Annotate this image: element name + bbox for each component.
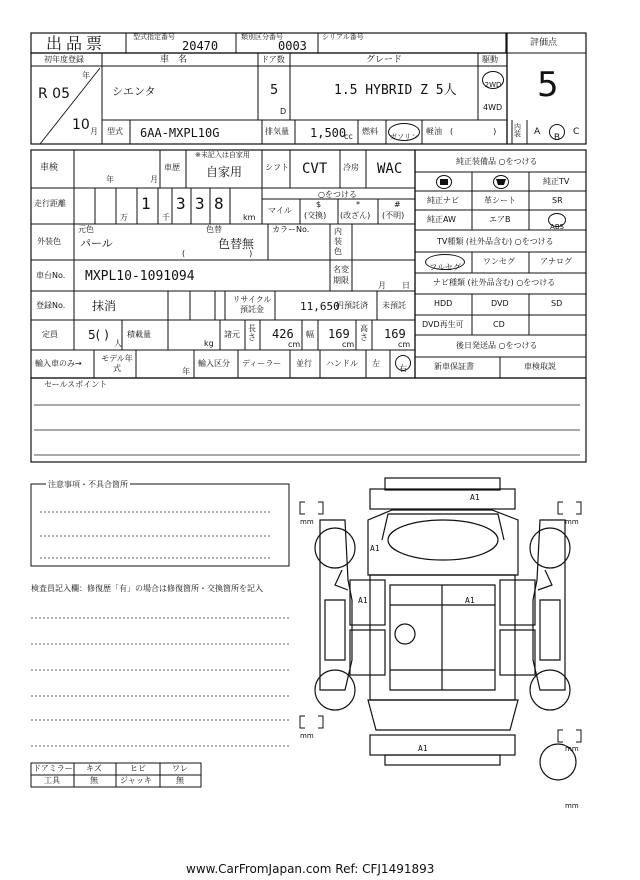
shift-label: シフト xyxy=(265,163,289,172)
load-unit: kg xyxy=(204,339,214,348)
shaken-month-unit: 月 xyxy=(150,175,158,184)
interior-grade-a: A xyxy=(534,127,541,137)
history-value: 自家用 xyxy=(206,165,243,179)
year-unit: 年 xyxy=(82,71,90,80)
unknown-symbol: # xyxy=(394,200,401,209)
category-no: 0003 xyxy=(278,39,307,53)
acc-cell: 無 xyxy=(176,776,184,785)
swap-label: (交換) xyxy=(304,211,327,220)
import-class-label: 輸入区分 xyxy=(198,359,230,368)
car-name-label: 車 名 xyxy=(160,55,188,65)
width-unit: cm xyxy=(342,340,355,349)
form-title: 出品票 xyxy=(46,34,107,53)
score-label: 評価点 xyxy=(530,38,558,48)
color-paren: ( ) xyxy=(182,249,253,258)
car-name: シエンタ xyxy=(112,85,156,98)
mm-unit: mm xyxy=(300,518,314,526)
car-diagram xyxy=(315,478,576,780)
mileage-digit: 3 xyxy=(176,194,186,213)
navi-dvd-play: DVD再生可 xyxy=(422,320,464,329)
load-label: 積載量 xyxy=(127,330,151,339)
handle-right-circle: 右 xyxy=(395,355,411,371)
month-unit: 月 xyxy=(90,127,98,136)
abs-circle: ABS xyxy=(548,213,566,227)
navi-type-label: ナビ種類 (社外品含む) ○をつける xyxy=(433,278,556,287)
chassis-label: 車台No. xyxy=(36,271,66,280)
genuine-aw: 純正AW xyxy=(427,215,456,224)
doors-type: D xyxy=(280,107,287,116)
handle-label: ハンドル xyxy=(326,359,358,368)
damage-mark: A1 xyxy=(465,596,475,605)
capacity-label: 定員 xyxy=(42,330,58,339)
model-spec-label: 型式指定番号 xyxy=(133,33,175,41)
acc-header: ワレ xyxy=(172,764,188,773)
length-label: 長さ xyxy=(248,324,256,342)
grade-value: 1.5 HYBRID Z 5人 xyxy=(334,83,457,98)
width-label: 幅 xyxy=(306,330,314,339)
color-change-value: 色替無 xyxy=(218,237,255,251)
genuine-tv: 純正TV xyxy=(543,177,570,186)
navi-cd: CD xyxy=(493,320,505,329)
chassis-value: MXPL10-1091094 xyxy=(85,269,195,284)
type-value: 6AA-MXPL10G xyxy=(140,126,220,140)
first-reg-month: 10 xyxy=(72,117,90,133)
sen-unit: 千 xyxy=(162,213,170,222)
power-slide-icon xyxy=(493,175,509,189)
height-value: 169 xyxy=(384,327,406,341)
doors-value: 5 xyxy=(270,83,279,98)
history-note: ※未記入は自家用 xyxy=(195,151,250,159)
width-value: 169 xyxy=(328,327,350,341)
height-label: 高さ xyxy=(360,324,368,342)
drive-4wd: 4WD xyxy=(483,103,503,112)
acc-cell: 工具 xyxy=(44,776,60,785)
tv-type-label: TV種類 (社外品含む) ○をつける xyxy=(437,237,554,246)
category-label: 類別区分番号 xyxy=(241,33,283,41)
fuel-gasoline-circle: ガソリン xyxy=(388,123,420,141)
navi-dvd: DVD xyxy=(491,299,509,308)
fuel-diesel: 軽油 xyxy=(426,127,442,136)
acc-header: ヒビ xyxy=(130,764,146,773)
tv-oneseg: ワンセグ xyxy=(483,257,515,266)
sunroof: SR xyxy=(552,196,563,205)
damage-mark: A1 xyxy=(418,744,428,753)
grade-label: グレード xyxy=(366,55,403,65)
mileage-digit: 1 xyxy=(141,194,151,213)
sunroof-icon xyxy=(436,175,452,189)
capacity-value: 5( ) xyxy=(88,328,109,342)
interior-label: 内装 xyxy=(514,123,521,138)
genuine-navi: 純正ナビ xyxy=(427,196,459,205)
import-dealer: ディーラー xyxy=(242,359,282,368)
shaken-manual: 車検取説 xyxy=(524,362,556,371)
mileage-digit: 8 xyxy=(214,194,224,213)
cc-unit: cc xyxy=(344,132,353,141)
model-year-unit: 年 xyxy=(182,367,190,376)
acc-cell: 無 xyxy=(90,776,98,785)
recycle-unpaid: 未預託 xyxy=(382,301,406,310)
interior-color-label: 内装色 xyxy=(334,227,342,256)
later-docs-label: 後日発送品 ○をつける xyxy=(456,341,538,350)
length-value: 426 xyxy=(272,327,294,341)
type-label: 型式 xyxy=(107,127,123,136)
navi-sd: SD xyxy=(551,299,563,308)
name-change-label: 名変期限 xyxy=(333,265,349,285)
mm-unit: mm xyxy=(565,802,579,810)
displacement-value: 1,500 xyxy=(310,126,347,140)
damage-mark: A1 xyxy=(370,544,380,553)
handle-left: 左 xyxy=(372,359,380,368)
recycle-unit: 円預託済 xyxy=(336,301,368,310)
length-unit: cm xyxy=(288,340,301,349)
tamper-symbol: * xyxy=(356,200,360,209)
tamper-label: (改ざん) xyxy=(340,211,371,220)
serial-label: シリアル番号 xyxy=(322,33,364,41)
unknown-label: (不明) xyxy=(382,211,405,220)
doors-label: ドア数 xyxy=(261,55,285,64)
km-unit: km xyxy=(243,213,256,222)
first-reg-year: R 05 xyxy=(38,86,70,102)
nc-month: 月 xyxy=(378,281,386,290)
footer-ref: www.CarFromJapan.com Ref: CFJ1491893 xyxy=(186,862,435,876)
sales-point-label: セールスポイント xyxy=(44,380,108,389)
ac-value: WAC xyxy=(377,161,403,177)
airbag: エアB xyxy=(489,215,511,224)
first-reg-label: 初年度登録 xyxy=(44,55,84,64)
recycle-label: リサイクル預託金 xyxy=(232,295,272,314)
fuel-label: 燃料 xyxy=(362,127,378,136)
drive-label: 駆動 xyxy=(482,55,498,64)
acc-header: キズ xyxy=(86,764,102,773)
color-no-header: カラーNo. xyxy=(272,225,310,234)
drive-2wd-circle: 2WD xyxy=(482,71,504,89)
orig-color-label: 元色 xyxy=(78,225,94,234)
swap-symbol: $ xyxy=(316,200,322,209)
displacement-label: 排気量 xyxy=(265,127,289,136)
capacity-unit: 人 xyxy=(114,339,122,348)
nc-day: 日 xyxy=(402,281,410,290)
mileage-label: 走行距離 xyxy=(34,199,66,208)
mm-unit: mm xyxy=(565,745,579,753)
history-label: 車歴 xyxy=(164,163,180,172)
ac-label: 冷房 xyxy=(343,163,359,172)
new-car-warranty: 新車保証書 xyxy=(434,362,474,371)
recycle-value: 11,650 xyxy=(300,300,340,313)
model-year-label: モデル年式 xyxy=(101,354,133,373)
orig-color-value: パール xyxy=(80,237,113,250)
man-unit: 万 xyxy=(120,213,128,222)
shaken-label: 車検 xyxy=(40,163,59,173)
navi-hdd: HDD xyxy=(434,299,453,308)
reg-value: 抹消 xyxy=(92,299,117,313)
acc-header: ドアミラー xyxy=(33,764,73,773)
color-change-label: 色替 xyxy=(206,225,222,234)
shift-value: CVT xyxy=(302,161,328,177)
inspector-label: 検査員記入欄：修復歴「有」の場合は修復箇所・交換箇所を記入 xyxy=(31,584,263,593)
exterior-color-label: 外装色 xyxy=(37,237,61,246)
mile-label: マイル xyxy=(268,206,292,215)
tv-analog: アナログ xyxy=(540,257,572,266)
damage-mark: A1 xyxy=(358,596,368,605)
tv-fullseg-circle: フルセグ xyxy=(425,254,465,270)
reg-label: 登録No. xyxy=(36,301,66,310)
notes-label: 注意事項・不具合箇所 xyxy=(48,480,128,489)
dims-label: 諸元 xyxy=(224,330,240,339)
leather-seat: 革シート xyxy=(484,196,516,205)
acc-cell: ジャッキ xyxy=(120,776,152,785)
import-label: 輸入車のみ→ xyxy=(35,359,82,368)
score-value: 5 xyxy=(537,65,559,105)
circle-note: ○をつける xyxy=(318,190,357,199)
interior-grade-c: C xyxy=(573,127,580,137)
genuine-equipment-label: 純正装備品 ○をつける xyxy=(456,157,538,166)
model-spec-no: 20470 xyxy=(182,39,219,53)
mileage-digit: 3 xyxy=(195,194,205,213)
mm-unit: mm xyxy=(300,732,314,740)
height-unit: cm xyxy=(398,340,411,349)
damage-mark: A1 xyxy=(470,493,480,502)
mm-unit: mm xyxy=(565,518,579,526)
import-parallel: 並行 xyxy=(296,359,312,368)
shaken-year-unit: 年 xyxy=(106,175,114,184)
fuel-paren: ( ) xyxy=(450,127,497,136)
interior-grade-b-circle: B xyxy=(549,124,565,140)
